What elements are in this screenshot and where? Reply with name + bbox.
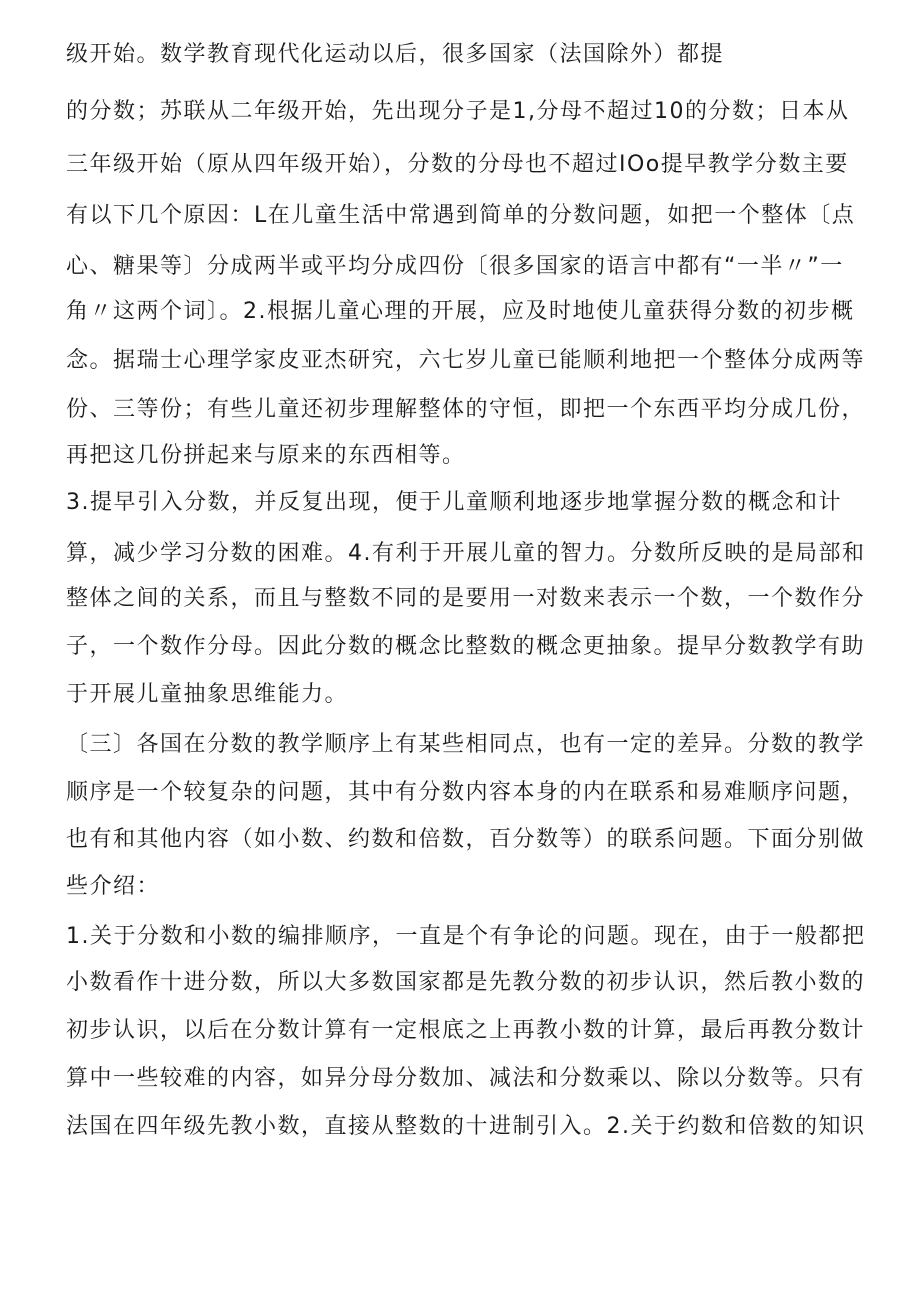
text-line: 于开展儿童抽象思维能力。 — [66, 682, 349, 707]
text-line: 也有和其他内容（如小数、约数和倍数，百分数等）的联系问题。下面分别做 — [66, 827, 866, 852]
text-line: 3.提早引入分数，并反复出现，便于儿童顺利地逐步地掌握分数的概念和计 — [66, 490, 842, 515]
text-line: 法国在四年级先教小数，直接从整数的十进制引入。2.关于约数和倍数的知识 — [66, 1114, 866, 1139]
text-line: 的分数；苏联从二年级开始，先出现分子是1,分母不超过10的分数；日本从 — [66, 99, 850, 124]
text-line: 顺序是一个较复杂的问题，其中有分数内容本身的内在联系和易难顺序问题， — [66, 780, 866, 805]
text-line: 些介绍： — [66, 874, 161, 899]
text-line: 整体之间的关系，而且与整数不同的是要用一对数来表示一个数，一个数作分 — [66, 586, 866, 611]
text-line: 念。据瑞士心理学家皮亚杰研究，六七岁儿童已能顺利地把一个整体分成两等 — [66, 348, 866, 373]
text-line: 〔三〕各国在分数的教学顺序上有某些相同点，也有一定的差异。分数的教学 — [66, 732, 866, 757]
text-line: 再把这几份拼起来与原来的东西相等。 — [66, 443, 466, 468]
text-line: 有以下几个原因：L在儿童生活中常遇到简单的分数问题，如把一个整体〔点 — [66, 203, 856, 228]
text-line: 1.关于分数和小数的编排顺序，一直是个有争论的问题。现在，由于一般都把 — [66, 924, 866, 949]
text-line: 算，减少学习分数的困难。4.有利于开展儿童的智力。分数所反映的是局部和 — [66, 541, 866, 566]
text-line: 子，一个数作分母。因此分数的概念比整数的概念更抽象。提早分数教学有助 — [66, 634, 866, 659]
text-line: 心、糖果等〕分成两半或平均分成四份〔很多国家的语言中都有“一半〃”一 — [66, 254, 844, 279]
text-line: 三年级开始（原从四年级开始），分数的分母也不超过IOo提早教学分数主要 — [66, 152, 849, 177]
text-line: 角〃这两个词〕。2.根据儿童心理的开展，应及时地使儿童获得分数的初步概 — [66, 299, 855, 324]
text-line: 初步认识，以后在分数计算有一定根底之上再教小数的计算，最后再教分数计 — [66, 1018, 866, 1043]
text-line: 份、三等份；有些儿童还初步理解整体的守恒，即把一个东西平均分成几份， — [66, 397, 866, 422]
text-line: 级开始。数学教育现代化运动以后，很多国家（法国除外）都提 — [66, 42, 725, 67]
text-line: 算中一些较难的内容，如异分母分数加、减法和分数乘以、除以分数等。只有 — [66, 1066, 866, 1091]
text-line: 小数看作十进分数，所以大多数国家都是先教分数的初步认识，然后教小数的 — [66, 970, 866, 995]
